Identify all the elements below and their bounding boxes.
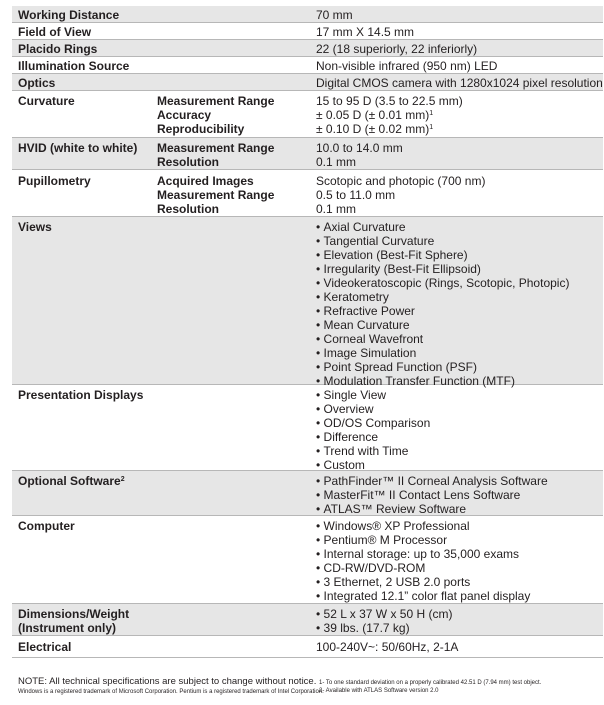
list-item: • 39 lbs. (17.7 kg)	[316, 621, 603, 635]
sub-label: Acquired Images	[157, 174, 254, 188]
footer-note-block	[18, 676, 324, 696]
sub-labels	[157, 141, 310, 169]
list-item: • Single View	[316, 388, 603, 402]
list-item: • Internal storage: up to 35,000 exams	[316, 547, 603, 561]
spec-label: Pupillometry	[18, 174, 91, 188]
sub-values	[310, 141, 603, 169]
row-illumination-source	[12, 57, 603, 74]
footer-note: NOTE: All technical specifications are subject to change without notice.	[18, 676, 317, 687]
spec-value: 70 mm	[316, 8, 353, 22]
list-item: • Trend with Time	[316, 444, 603, 458]
sub-labels	[157, 174, 310, 216]
trademark-note: Windows is a registered trademark of Microsoft Corporation. Pentium is a registered trademark of Intel Corporation.	[18, 689, 324, 695]
spec-label: Working Distance	[18, 8, 120, 22]
bullet-list	[310, 220, 603, 388]
spec-label: Curvature	[18, 94, 75, 108]
list-item: • Modulation Transfer Function (MTF)	[316, 374, 603, 388]
spec-label: Illumination Source	[18, 59, 130, 73]
spec-value: Digital CMOS camera with 1280x1024 pixel resolution	[316, 76, 603, 90]
footnote-mark: 1	[429, 110, 434, 117]
list-item: • MasterFit™ II Contact Lens Software	[316, 488, 603, 502]
sub-label: Accuracy	[157, 108, 212, 122]
row-field-of-view	[12, 23, 603, 40]
list-item: • Pentium® M Processor	[316, 533, 603, 547]
label-line: (Instrument only)	[18, 621, 116, 635]
row-pupillometry	[12, 170, 603, 217]
list-item: • Overview	[316, 402, 603, 416]
spec-label: Optics	[18, 76, 56, 90]
spec-label: Computer	[18, 519, 75, 533]
list-item: • Integrated 12.1” color flat panel display	[316, 589, 603, 603]
label-line: Dimensions/Weight	[18, 607, 130, 621]
footnote-1: 1- To one standard deviation on a properly calibrated 42.51 D (7.94 mm) test object.	[319, 680, 542, 686]
row-optics	[12, 74, 603, 91]
list-item: • Tangential Curvature	[316, 234, 603, 248]
spec-value: 100-240V~: 50/60Hz, 2-1A	[316, 640, 459, 654]
spec-value: 10.0 to 14.0 mm	[316, 141, 403, 155]
footnotes	[319, 679, 541, 695]
row-views	[12, 217, 603, 388]
list-item: • OD/OS Comparison	[316, 416, 603, 430]
footnote-mark: 2	[120, 476, 125, 483]
sub-label: Measurement Range	[157, 94, 275, 108]
list-item: • Mean Curvature	[316, 318, 603, 332]
list-item: • 3 Ethernet, 2 USB 2.0 ports	[316, 575, 603, 589]
list-item: • PathFinder™ II Corneal Analysis Software	[316, 474, 603, 488]
list-item: • Keratometry	[316, 290, 603, 304]
row-curvature	[12, 91, 603, 138]
spec-label	[12, 607, 157, 635]
list-item: • Irregularity (Best-Fit Ellipsoid)	[316, 262, 603, 276]
bullet-list	[310, 519, 603, 603]
sub-labels	[157, 94, 310, 137]
spec-value: 17 mm X 14.5 mm	[316, 25, 415, 39]
row-hvid	[12, 138, 603, 170]
row-computer	[12, 516, 603, 604]
sub-label: Reproducibility	[157, 122, 245, 136]
bullet-list	[310, 388, 603, 470]
spec-value: ± 0.05 D (± 0.01 mm)	[316, 108, 430, 122]
sub-label: Resolution	[157, 155, 219, 169]
spec-value: 0.1 mm	[316, 155, 357, 169]
sub-label: Resolution	[157, 202, 219, 216]
list-item: • CD-RW/DVD-ROM	[316, 561, 603, 575]
spec-value: 15 to 95 D (3.5 to 22.5 mm)	[316, 94, 463, 108]
bullet-list	[310, 607, 603, 635]
spec-value: Scotopic and photopic (700 nm)	[316, 174, 486, 188]
list-item: • Videokeratoscopic (Rings, Scotopic, Photopic)	[316, 276, 603, 290]
row-placido-rings	[12, 40, 603, 57]
row-dimensions-weight	[12, 604, 603, 636]
list-item: • 52 L x 37 W x 50 H (cm)	[316, 607, 603, 621]
spec-value: 0.1 mm	[316, 202, 357, 216]
row-presentation-displays	[12, 385, 603, 471]
row-electrical	[12, 636, 603, 658]
sub-values	[310, 174, 603, 216]
list-item: • Windows® XP Professional	[316, 519, 603, 533]
row-working-distance	[12, 6, 603, 23]
list-item: • Custom	[316, 458, 603, 472]
list-item: • Difference	[316, 430, 603, 444]
list-item: • Refractive Power	[316, 304, 603, 318]
footnote-mark: 1	[429, 124, 434, 131]
spec-value: Non-visible infrared (950 nm) LED	[316, 59, 498, 73]
list-item: • Point Spread Function (PSF)	[316, 360, 603, 374]
spec-label: Placido Rings	[18, 42, 98, 56]
bullet-list	[310, 474, 603, 515]
row-optional-software	[12, 471, 603, 516]
spec-value: 0.5 to 11.0 mm	[316, 188, 396, 202]
spec-label: HVID (white to white)	[18, 141, 138, 155]
spec-label: Field of View	[18, 25, 92, 39]
list-item: • Image Simulation	[316, 346, 603, 360]
spec-label: Optional Software	[18, 474, 121, 488]
footnote-2: 2- Available with ATLAS Software version 2.0	[319, 688, 439, 694]
list-item: • Axial Curvature	[316, 220, 603, 234]
sub-values	[310, 94, 603, 137]
spec-value: 22 (18 superiorly, 22 inferiorly)	[316, 42, 478, 56]
spec-value: ± 0.10 D (± 0.02 mm)	[316, 122, 430, 136]
spec-label: Views	[18, 220, 52, 234]
spec-label: Electrical	[18, 640, 72, 654]
sub-label: Measurement Range	[157, 188, 275, 202]
list-item: • ATLAS™ Review Software	[316, 502, 603, 516]
spec-table	[12, 6, 603, 658]
list-item: • Corneal Wavefront	[316, 332, 603, 346]
sub-label: Measurement Range	[157, 141, 275, 155]
spec-label: Presentation Displays	[18, 388, 144, 402]
list-item: • Elevation (Best-Fit Sphere)	[316, 248, 603, 262]
